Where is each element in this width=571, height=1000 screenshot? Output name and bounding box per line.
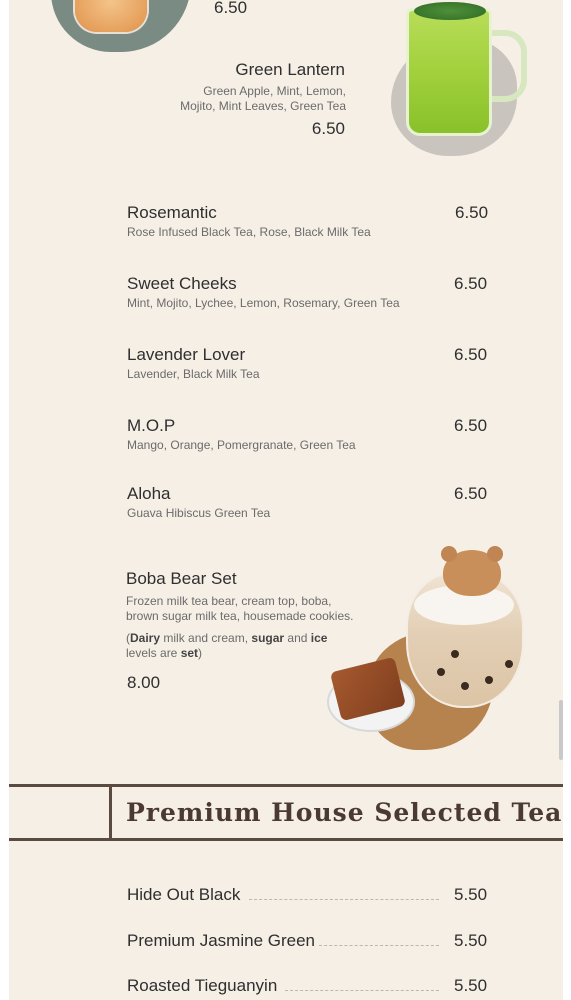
boba-pearl xyxy=(505,660,513,668)
item-name: Sweet Cheeks xyxy=(127,274,237,293)
item-name: Premium Jasmine Green xyxy=(127,931,316,950)
mug-handle xyxy=(487,30,527,102)
boba-pearl xyxy=(461,682,469,690)
green-lantern-desc-1: Green Apple, Mint, Lemon, xyxy=(203,84,346,98)
item-name: Aloha xyxy=(127,484,171,503)
boba-bear-desc-2: brown sugar milk tea, housemade cookies. xyxy=(126,609,354,623)
leader-dots xyxy=(319,945,439,946)
green-lantern-desc-2: Mojito, Mint Leaves, Green Tea xyxy=(180,99,346,113)
boba-pearl xyxy=(437,668,445,676)
item-name: Rosemantic xyxy=(127,203,217,222)
boba-bear-note-2: levels are set) xyxy=(126,646,203,660)
item-price: 5.50 xyxy=(454,931,488,950)
green-lantern-image xyxy=(406,8,492,136)
green-lantern-name: Green Lantern xyxy=(235,60,345,79)
item-price: 6.50 xyxy=(454,345,488,364)
boba-bear-desc-1: Frozen milk tea bear, cream top, boba, xyxy=(126,594,332,608)
item-name: M.O.P xyxy=(127,416,176,435)
boba-pearl xyxy=(485,676,493,684)
leader-dots xyxy=(249,899,439,900)
item-price: 5.50 xyxy=(454,976,488,995)
item-price: 6.50 xyxy=(455,203,489,222)
bear-ear xyxy=(487,546,503,562)
boba-bear-note-1: (Dairy milk and cream, sugar and ice xyxy=(126,631,328,645)
partial-item-price: 6.50 xyxy=(214,0,248,17)
section-title: Premium House Selected Tea xyxy=(126,798,563,827)
boba-bear-name: Boba Bear Set xyxy=(126,569,237,588)
item-price: 5.50 xyxy=(454,885,488,904)
boba-bear-price: 8.00 xyxy=(127,673,161,692)
item-name: Roasted Tieguanyin xyxy=(127,976,278,995)
section-rule-top xyxy=(9,784,563,787)
section-rule-vertical xyxy=(109,786,112,840)
mint-garnish xyxy=(414,2,486,20)
item-name: Hide Out Black xyxy=(127,885,241,904)
item-price: 6.50 xyxy=(454,416,488,435)
green-lantern-price: 6.50 xyxy=(311,119,345,138)
item-price: 6.50 xyxy=(454,484,488,503)
item-desc: Mint, Mojito, Lychee, Lemon, Rosemary, Green Tea xyxy=(127,296,400,310)
scrollbar-thumb[interactable] xyxy=(559,700,563,760)
item-desc: Lavender, Black Milk Tea xyxy=(127,367,260,381)
boba-pearl xyxy=(451,650,459,658)
item-desc: Mango, Orange, Pomergranate, Green Tea xyxy=(127,438,356,452)
bear-ear xyxy=(441,546,457,562)
leader-dots xyxy=(285,990,439,991)
section-rule-bottom xyxy=(9,838,563,841)
drink-image xyxy=(75,0,147,32)
item-name: Lavender Lover xyxy=(127,345,246,364)
menu-page xyxy=(9,0,563,1000)
item-desc: Rose Infused Black Tea, Rose, Black Milk Tea xyxy=(127,225,371,239)
item-desc: Guava Hibiscus Green Tea xyxy=(127,506,271,520)
item-price: 6.50 xyxy=(454,274,488,293)
